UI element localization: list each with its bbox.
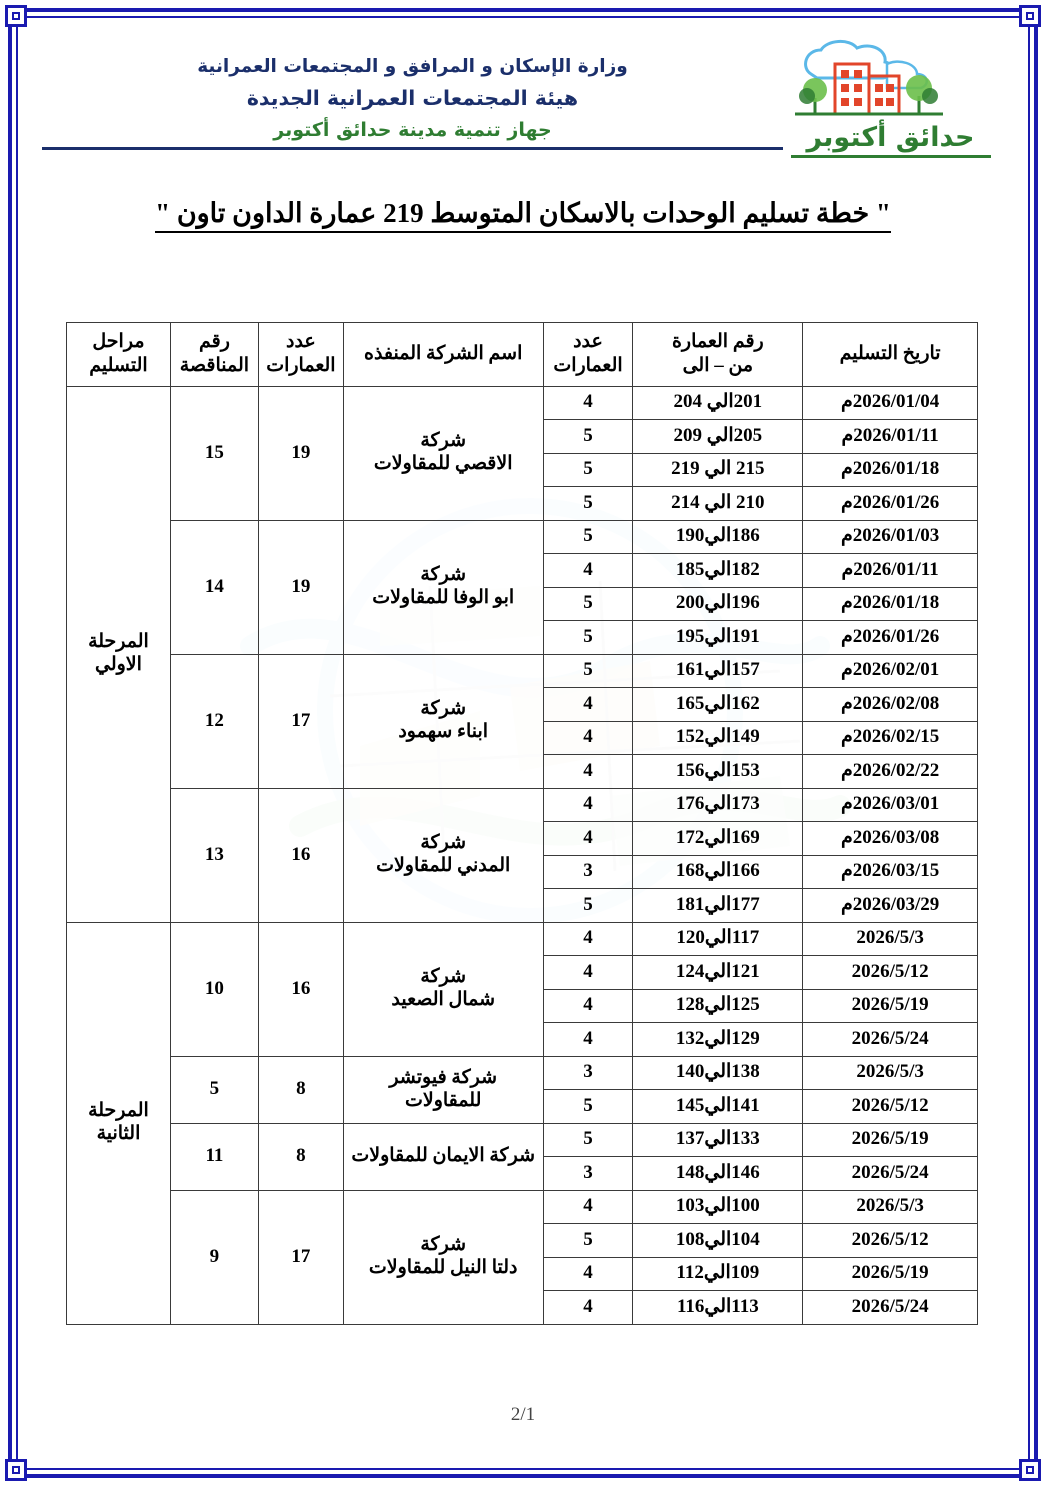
table-row xyxy=(67,1190,978,1224)
table-row xyxy=(67,1123,978,1157)
cell-company-name xyxy=(343,386,543,520)
cell-buildings-count: 4 xyxy=(543,721,633,755)
cell-building-range: 153الي156 xyxy=(633,755,803,789)
cell-building-range: 125الي128 xyxy=(633,989,803,1023)
page-title xyxy=(30,198,1016,229)
cell-total-buildings: 17 xyxy=(258,1190,343,1324)
delivery-plan-table xyxy=(66,322,978,1325)
cell-delivery-date: 2026/03/08م xyxy=(803,822,978,856)
col-phase-line2: التسليم xyxy=(89,355,148,377)
cell-building-range: 133الي137 xyxy=(633,1123,803,1157)
cell-delivery-date: 2026/01/11م xyxy=(803,554,978,588)
cell-buildings-count: 4 xyxy=(543,1291,633,1325)
city-logo xyxy=(783,34,998,158)
company-name-line1: شركة xyxy=(420,564,467,586)
col-buildings-count-line2: العمارات xyxy=(553,355,623,377)
table-row xyxy=(67,520,978,554)
cell-building-range: 210 الي 214 xyxy=(633,487,803,521)
cell-buildings-count: 4 xyxy=(543,822,633,856)
cell-total-buildings: 19 xyxy=(258,386,343,520)
cell-delivery-date: 2026/03/15م xyxy=(803,855,978,889)
authority-name: هيئة المجتمعات العمرانية الجديدة xyxy=(246,86,579,110)
phase-name-line2: الاولي xyxy=(95,654,142,676)
col-building-range-line1: رقم العمارة xyxy=(671,331,764,352)
cell-delivery-date: 2026/5/3 xyxy=(803,1056,978,1090)
cell-building-range: 196الي200 xyxy=(633,587,803,621)
cell-buildings-count: 5 xyxy=(543,1224,633,1258)
cell-building-range: 146الي148 xyxy=(633,1157,803,1191)
cell-company-name xyxy=(343,1056,543,1123)
cell-total-buildings: 19 xyxy=(258,520,343,654)
cell-building-range: 109الي112 xyxy=(633,1257,803,1291)
cell-building-range: 100الي103 xyxy=(633,1190,803,1224)
cell-building-range: 117الي120 xyxy=(633,922,803,956)
cell-delivery-date: 2026/5/3 xyxy=(803,922,978,956)
company-name-line1: شركة xyxy=(420,832,467,854)
city-logo-artwork xyxy=(783,34,998,126)
col-company: اسم الشركة المنفذه xyxy=(343,323,543,387)
company-name-line2: ابو الوفا للمقاولات xyxy=(372,587,515,609)
cell-phase-name xyxy=(67,922,171,1324)
cell-buildings-count: 3 xyxy=(543,1056,633,1090)
cell-delivery-date: 2026/01/18م xyxy=(803,453,978,487)
cell-delivery-date: 2026/5/12 xyxy=(803,956,978,990)
col-tender-number-line2: المناقصة xyxy=(179,355,250,377)
page-number: 2/1 xyxy=(510,1404,536,1425)
cell-buildings-count: 5 xyxy=(543,621,633,655)
cell-tender-number: 9 xyxy=(170,1190,258,1324)
cell-buildings-count: 5 xyxy=(543,889,633,923)
cell-delivery-date: 2026/5/12 xyxy=(803,1224,978,1258)
cell-company-name xyxy=(343,654,543,788)
cell-total-buildings: 16 xyxy=(258,788,343,922)
table-header xyxy=(67,323,978,387)
corner-ornament-bottom-left xyxy=(5,1459,27,1481)
cell-tender-number: 11 xyxy=(170,1123,258,1190)
cell-building-range: 104الي108 xyxy=(633,1224,803,1258)
delivery-plan-table-container xyxy=(66,322,978,1325)
cell-building-range: 129الي132 xyxy=(633,1023,803,1057)
table-body xyxy=(67,386,978,1324)
cell-buildings-count: 5 xyxy=(543,587,633,621)
cell-company-name xyxy=(343,1190,543,1324)
company-name-line2: شركة الايمان للمقاولات xyxy=(351,1145,536,1167)
corner-ornament-top-left xyxy=(5,5,27,27)
company-name-line2: ابناء سهمود xyxy=(398,721,489,743)
company-name-line1: شركة xyxy=(420,698,467,720)
company-name-line1: شركة xyxy=(420,1234,467,1256)
cell-delivery-date: 2026/01/26م xyxy=(803,487,978,521)
table-row xyxy=(67,788,978,822)
cell-delivery-date: 2026/5/19 xyxy=(803,1257,978,1291)
cell-delivery-date: 2026/5/19 xyxy=(803,1123,978,1157)
cell-buildings-count: 5 xyxy=(543,487,633,521)
cell-buildings-count: 5 xyxy=(543,1090,633,1124)
cell-delivery-date: 2026/01/18م xyxy=(803,587,978,621)
cell-buildings-count: 4 xyxy=(543,755,633,789)
cell-delivery-date: 2026/01/26م xyxy=(803,621,978,655)
col-buildings-count xyxy=(543,323,633,387)
cell-building-range: 182الي185 xyxy=(633,554,803,588)
cell-building-range: 186الي190 xyxy=(633,520,803,554)
cell-buildings-count: 4 xyxy=(543,386,633,420)
city-logo-text: حدائق أكتوبر xyxy=(806,122,975,153)
cell-delivery-date: 2026/5/3 xyxy=(803,1190,978,1224)
col-total-buildings xyxy=(258,323,343,387)
cell-phase-name xyxy=(67,386,171,922)
company-name-line2: دلتا النيل للمقاولات xyxy=(368,1257,518,1279)
cell-delivery-date: 2026/03/01م xyxy=(803,788,978,822)
buildings-and-trees-icon xyxy=(791,34,991,126)
cell-total-buildings: 16 xyxy=(258,922,343,1056)
cell-company-name xyxy=(343,1123,543,1190)
header-divider xyxy=(42,147,783,150)
cell-delivery-date: 2026/5/19 xyxy=(803,989,978,1023)
company-name-line1: شركة xyxy=(420,966,467,988)
cell-buildings-count: 5 xyxy=(543,453,633,487)
cell-tender-number: 15 xyxy=(170,386,258,520)
corner-ornament-bottom-right xyxy=(1019,1459,1041,1481)
cell-building-range: 166الي168 xyxy=(633,855,803,889)
cell-building-range: 157الي161 xyxy=(633,654,803,688)
table-row xyxy=(67,654,978,688)
col-total-buildings-line1: عدد xyxy=(286,331,316,352)
cell-total-buildings: 17 xyxy=(258,654,343,788)
cell-delivery-date: 2026/5/24 xyxy=(803,1023,978,1057)
cell-building-range: 169الي172 xyxy=(633,822,803,856)
cell-building-range: 149الي152 xyxy=(633,721,803,755)
cell-delivery-date: 2026/02/01م xyxy=(803,654,978,688)
cell-building-range: 205الي 209 xyxy=(633,420,803,454)
col-delivery-date: تاريخ التسليم xyxy=(803,323,978,387)
cell-company-name xyxy=(343,788,543,922)
cell-delivery-date: 2026/5/24 xyxy=(803,1291,978,1325)
company-name-line2: الاقصي للمقاولات xyxy=(373,453,513,475)
city-logo-underline xyxy=(791,155,991,158)
cell-building-range: 177الي181 xyxy=(633,889,803,923)
cell-tender-number: 14 xyxy=(170,520,258,654)
company-name-line2: شركة فيوتشر للمقاولات xyxy=(389,1066,498,1111)
cell-buildings-count: 4 xyxy=(543,688,633,722)
cell-delivery-date: 2026/01/03م xyxy=(803,520,978,554)
phase-name-line2: الثانية xyxy=(96,1123,141,1145)
cell-tender-number: 5 xyxy=(170,1056,258,1123)
company-name-line2: شمال الصعيد xyxy=(391,989,496,1011)
cell-buildings-count: 5 xyxy=(543,1123,633,1157)
cell-delivery-date: 2026/01/11م xyxy=(803,420,978,454)
cell-building-range: 173الي176 xyxy=(633,788,803,822)
cell-building-range: 201الي 204 xyxy=(633,386,803,420)
cell-total-buildings: 8 xyxy=(258,1123,343,1190)
cell-building-range: 191الي195 xyxy=(633,621,803,655)
col-phase xyxy=(67,323,171,387)
company-name-line1: شركة xyxy=(420,430,467,452)
cell-buildings-count: 4 xyxy=(543,922,633,956)
col-building-range-line2: من – الى xyxy=(682,355,754,377)
cell-building-range: 141الي145 xyxy=(633,1090,803,1124)
cell-company-name xyxy=(343,520,543,654)
cell-buildings-count: 4 xyxy=(543,554,633,588)
cell-buildings-count: 3 xyxy=(543,1157,633,1191)
cell-building-range: 162الي165 xyxy=(633,688,803,722)
cell-buildings-count: 5 xyxy=(543,654,633,688)
col-buildings-count-line1: عدد xyxy=(573,331,603,352)
document-content xyxy=(30,26,1016,1460)
cell-buildings-count: 4 xyxy=(543,1257,633,1291)
cell-building-range: 215 الي 219 xyxy=(633,453,803,487)
cell-tender-number: 10 xyxy=(170,922,258,1056)
col-total-buildings-line2: العمارات xyxy=(266,355,336,377)
table-row xyxy=(67,386,978,420)
col-phase-line1: مراحل xyxy=(92,331,145,352)
cell-delivery-date: 2026/02/08م xyxy=(803,688,978,722)
cell-delivery-date: 2026/01/04م xyxy=(803,386,978,420)
ministry-heading xyxy=(42,34,783,150)
cell-delivery-date: 2026/02/22م xyxy=(803,755,978,789)
cell-delivery-date: 2026/02/15م xyxy=(803,721,978,755)
cell-buildings-count: 4 xyxy=(543,788,633,822)
table-row xyxy=(67,922,978,956)
phase-name-line1: المرحلة xyxy=(88,631,149,653)
cell-building-range: 138الي140 xyxy=(633,1056,803,1090)
page-title-text: " خطة تسليم الوحدات بالاسكان المتوسط 219 عمارة الداون تاون " xyxy=(155,198,891,233)
cell-tender-number: 13 xyxy=(170,788,258,922)
cell-building-range: 113الي116 xyxy=(633,1291,803,1325)
col-building-range xyxy=(633,323,803,387)
col-tender-number xyxy=(170,323,258,387)
table-header-row xyxy=(67,323,978,387)
cell-buildings-count: 4 xyxy=(543,1023,633,1057)
phase-name-line1: المرحلة xyxy=(88,1100,149,1122)
cell-buildings-count: 5 xyxy=(543,420,633,454)
city-agency-name: جهاز تنمية مدينة حدائق أكتوبر xyxy=(273,119,552,141)
col-tender-number-line1: رقم xyxy=(198,331,230,352)
ministry-name: وزارة الإسكان و المرافق و المجتمعات العمرانية xyxy=(197,56,628,77)
document-header xyxy=(30,26,1016,156)
company-name-line2: المدني للمقاولات xyxy=(376,855,511,877)
cell-building-range: 121الي124 xyxy=(633,956,803,990)
cell-delivery-date: 2026/03/29م xyxy=(803,889,978,923)
cell-delivery-date: 2026/5/12 xyxy=(803,1090,978,1124)
cell-total-buildings: 8 xyxy=(258,1056,343,1123)
cell-buildings-count: 5 xyxy=(543,520,633,554)
cell-company-name xyxy=(343,922,543,1056)
cell-buildings-count: 3 xyxy=(543,855,633,889)
cell-buildings-count: 4 xyxy=(543,989,633,1023)
cell-buildings-count: 4 xyxy=(543,956,633,990)
table-row xyxy=(67,1056,978,1090)
cell-buildings-count: 4 xyxy=(543,1190,633,1224)
cell-delivery-date: 2026/5/24 xyxy=(803,1157,978,1191)
corner-ornament-top-right xyxy=(1019,5,1041,27)
cell-tender-number: 12 xyxy=(170,654,258,788)
